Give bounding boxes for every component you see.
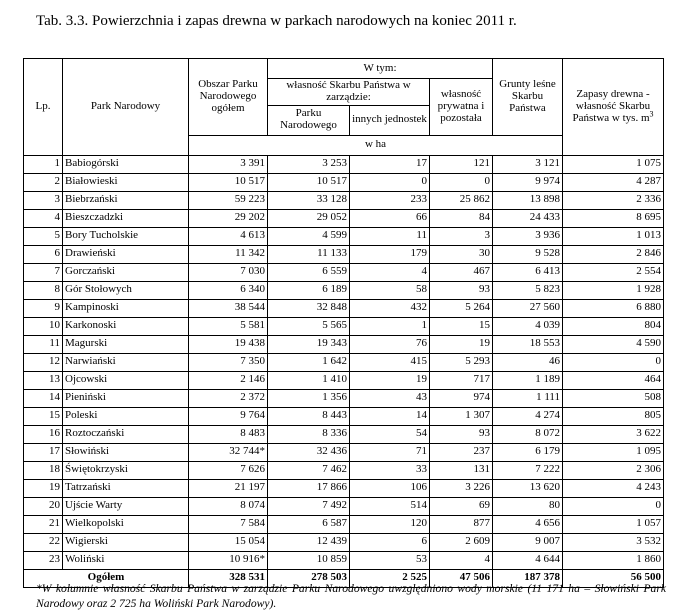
row-park-name: Bieszczadzki [63, 209, 189, 227]
row-value-c1: 32 744* [189, 443, 268, 461]
header-skarb: własność Skarbu Państwa w zarządzie: [268, 79, 430, 106]
row-value-c6: 508 [563, 389, 664, 407]
header-park: Park Narodowy [63, 59, 189, 156]
row-value-c5: 7 222 [493, 461, 563, 479]
row-value-c4: 467 [430, 263, 493, 281]
row-value-c6: 3 532 [563, 533, 664, 551]
row-value-c4: 1 307 [430, 407, 493, 425]
row-value-c3: 53 [350, 551, 430, 569]
row-value-c1: 2 372 [189, 389, 268, 407]
row-lp: 8 [24, 281, 63, 299]
row-park-name: Słowiński [63, 443, 189, 461]
row-park-name: Magurski [63, 335, 189, 353]
table-row [24, 353, 664, 371]
row-park-name: Ojcowski [63, 371, 189, 389]
row-value-c2: 7 462 [268, 461, 350, 479]
row-value-c1: 19 438 [189, 335, 268, 353]
row-value-c6: 0 [563, 353, 664, 371]
row-park-name: Roztoczański [63, 425, 189, 443]
row-value-c5: 4 644 [493, 551, 563, 569]
row-value-c4: 30 [430, 245, 493, 263]
header-zapasy [563, 59, 664, 156]
table-row [24, 281, 664, 299]
row-lp: 15 [24, 407, 63, 425]
row-value-c4: 69 [430, 497, 493, 515]
row-value-c2: 12 439 [268, 533, 350, 551]
total-value-c4: 47 506 [430, 569, 493, 587]
table-row [24, 371, 664, 389]
row-value-c4: 0 [430, 173, 493, 191]
row-lp: 7 [24, 263, 63, 281]
row-value-c3: 14 [350, 407, 430, 425]
row-park-name: Gór Stołowych [63, 281, 189, 299]
table-row [24, 515, 664, 533]
table-row [24, 155, 664, 173]
row-value-c6: 4 590 [563, 335, 664, 353]
table-row [24, 533, 664, 551]
table-row [24, 461, 664, 479]
row-value-c6: 1 095 [563, 443, 664, 461]
row-value-c2: 10 517 [268, 173, 350, 191]
table-row [24, 317, 664, 335]
row-value-c3: 11 [350, 227, 430, 245]
row-value-c5: 6 413 [493, 263, 563, 281]
row-value-c5: 3 936 [493, 227, 563, 245]
table-row [24, 245, 664, 263]
table-row [24, 389, 664, 407]
table-row [24, 335, 664, 353]
row-value-c2: 33 128 [268, 191, 350, 209]
row-value-c2: 7 492 [268, 497, 350, 515]
row-value-c3: 6 [350, 533, 430, 551]
row-lp: 4 [24, 209, 63, 227]
header-grunty: Grunty leśne Skarbu Państwa [493, 59, 563, 136]
row-value-c1: 7 350 [189, 353, 268, 371]
row-value-c4: 93 [430, 425, 493, 443]
row-value-c3: 54 [350, 425, 430, 443]
row-value-c6: 2 846 [563, 245, 664, 263]
row-park-name: Białowieski [63, 173, 189, 191]
row-value-c3: 179 [350, 245, 430, 263]
row-value-c6: 0 [563, 497, 664, 515]
table-row [24, 479, 664, 497]
row-value-c6: 464 [563, 371, 664, 389]
row-park-name: Gorczański [63, 263, 189, 281]
row-value-c1: 21 197 [189, 479, 268, 497]
header-area: Obszar Parku Narodowego ogółem [189, 59, 268, 136]
row-value-c1: 8 483 [189, 425, 268, 443]
table-body [24, 155, 664, 587]
row-value-c3: 19 [350, 371, 430, 389]
row-value-c4: 4 [430, 551, 493, 569]
row-value-c3: 120 [350, 515, 430, 533]
row-park-name: Babiogórski [63, 155, 189, 173]
row-value-c5: 27 560 [493, 299, 563, 317]
row-value-c6: 3 622 [563, 425, 664, 443]
row-lp: 19 [24, 479, 63, 497]
row-lp: 2 [24, 173, 63, 191]
row-park-name: Świętokrzyski [63, 461, 189, 479]
row-value-c2: 6 559 [268, 263, 350, 281]
row-value-c2: 19 343 [268, 335, 350, 353]
row-value-c5: 9 974 [493, 173, 563, 191]
row-value-c4: 237 [430, 443, 493, 461]
row-lp: 23 [24, 551, 63, 569]
row-value-c5: 5 823 [493, 281, 563, 299]
row-value-c5: 9 528 [493, 245, 563, 263]
row-value-c3: 514 [350, 497, 430, 515]
row-value-c3: 66 [350, 209, 430, 227]
header-parku: Parku Narodowego [268, 105, 350, 135]
row-value-c4: 717 [430, 371, 493, 389]
table-row [24, 191, 664, 209]
row-value-c4: 15 [430, 317, 493, 335]
row-park-name: Ujście Warty [63, 497, 189, 515]
row-value-c5: 46 [493, 353, 563, 371]
row-lp: 20 [24, 497, 63, 515]
row-value-c6: 1 057 [563, 515, 664, 533]
row-value-c4: 131 [430, 461, 493, 479]
row-value-c6: 1 928 [563, 281, 664, 299]
row-park-name: Biebrzański [63, 191, 189, 209]
row-value-c2: 8 336 [268, 425, 350, 443]
header-w-tym: W tym: [268, 59, 493, 79]
table-row [24, 263, 664, 281]
row-park-name: Poleski [63, 407, 189, 425]
row-value-c3: 1 [350, 317, 430, 335]
row-lp: 3 [24, 191, 63, 209]
row-value-c5: 3 121 [493, 155, 563, 173]
row-lp: 21 [24, 515, 63, 533]
row-value-c6: 805 [563, 407, 664, 425]
row-value-c5: 6 179 [493, 443, 563, 461]
row-value-c3: 58 [350, 281, 430, 299]
row-value-c1: 59 223 [189, 191, 268, 209]
row-lp: 1 [24, 155, 63, 173]
row-value-c5: 8 072 [493, 425, 563, 443]
row-value-c6: 804 [563, 317, 664, 335]
row-value-c5: 9 007 [493, 533, 563, 551]
row-park-name: Narwiański [63, 353, 189, 371]
row-value-c5: 18 553 [493, 335, 563, 353]
row-value-c3: 432 [350, 299, 430, 317]
row-park-name: Bory Tucholskie [63, 227, 189, 245]
row-value-c4: 877 [430, 515, 493, 533]
row-value-c1: 11 342 [189, 245, 268, 263]
row-lp: 16 [24, 425, 63, 443]
table-row [24, 551, 664, 569]
row-value-c5: 80 [493, 497, 563, 515]
row-lp: 13 [24, 371, 63, 389]
row-value-c3: 4 [350, 263, 430, 281]
row-value-c3: 17 [350, 155, 430, 173]
row-value-c1: 10 517 [189, 173, 268, 191]
row-value-c1: 29 202 [189, 209, 268, 227]
row-value-c2: 1 356 [268, 389, 350, 407]
row-value-c1: 7 626 [189, 461, 268, 479]
row-value-c6: 1 860 [563, 551, 664, 569]
row-lp: 6 [24, 245, 63, 263]
row-value-c1: 2 146 [189, 371, 268, 389]
row-value-c4: 974 [430, 389, 493, 407]
row-value-c3: 106 [350, 479, 430, 497]
row-value-c6: 1 013 [563, 227, 664, 245]
row-lp: 5 [24, 227, 63, 245]
row-value-c3: 43 [350, 389, 430, 407]
row-value-c3: 33 [350, 461, 430, 479]
row-value-c4: 25 862 [430, 191, 493, 209]
row-lp: 14 [24, 389, 63, 407]
row-value-c6: 2 306 [563, 461, 664, 479]
table-row [24, 227, 664, 245]
row-value-c5: 13 620 [493, 479, 563, 497]
row-value-c4: 121 [430, 155, 493, 173]
parks-table [23, 58, 664, 588]
row-value-c2: 32 848 [268, 299, 350, 317]
row-value-c4: 93 [430, 281, 493, 299]
row-value-c6: 8 695 [563, 209, 664, 227]
row-value-c2: 11 133 [268, 245, 350, 263]
row-park-name: Drawieński [63, 245, 189, 263]
total-value-c2: 278 503 [268, 569, 350, 587]
table-row [24, 497, 664, 515]
row-value-c3: 76 [350, 335, 430, 353]
row-value-c5: 4 656 [493, 515, 563, 533]
row-park-name: Wigierski [63, 533, 189, 551]
row-value-c5: 1 189 [493, 371, 563, 389]
table-row [24, 173, 664, 191]
header-lp: Lp. [24, 59, 63, 156]
row-value-c1: 4 613 [189, 227, 268, 245]
total-value-c3: 2 525 [350, 569, 430, 587]
total-value-c5: 187 378 [493, 569, 563, 587]
row-park-name: Tatrzański [63, 479, 189, 497]
row-value-c2: 17 866 [268, 479, 350, 497]
row-value-c6: 4 287 [563, 173, 664, 191]
row-value-c6: 2 554 [563, 263, 664, 281]
row-lp: 17 [24, 443, 63, 461]
row-value-c2: 3 253 [268, 155, 350, 173]
table-row [24, 209, 664, 227]
table-row [24, 443, 664, 461]
row-value-c4: 2 609 [430, 533, 493, 551]
row-value-c6: 1 075 [563, 155, 664, 173]
row-park-name: Pieniński [63, 389, 189, 407]
row-value-c2: 4 599 [268, 227, 350, 245]
row-value-c2: 5 565 [268, 317, 350, 335]
row-value-c5: 24 433 [493, 209, 563, 227]
total-value-c6: 56 500 [563, 569, 664, 587]
row-park-name: Karkonoski [63, 317, 189, 335]
table-row [24, 407, 664, 425]
row-value-c5: 13 898 [493, 191, 563, 209]
header-unit: w ha [189, 135, 563, 155]
row-value-c4: 3 [430, 227, 493, 245]
row-value-c4: 5 293 [430, 353, 493, 371]
row-lp: 10 [24, 317, 63, 335]
row-park-name: Kampinoski [63, 299, 189, 317]
row-value-c1: 38 544 [189, 299, 268, 317]
row-park-name: Wielkopolski [63, 515, 189, 533]
row-value-c2: 10 859 [268, 551, 350, 569]
row-value-c4: 5 264 [430, 299, 493, 317]
row-value-c5: 1 111 [493, 389, 563, 407]
row-lp: 12 [24, 353, 63, 371]
total-label: Ogółem [24, 569, 189, 587]
row-value-c2: 6 587 [268, 515, 350, 533]
row-value-c4: 3 226 [430, 479, 493, 497]
table-title: Tab. 3.3. Powierzchnia i zapas drewna w parkach narodowych na koniec 2011 r. [36, 13, 517, 29]
header-zapasy-text: Zapasy drewna - własność Skarbu Państwa w tys. m [572, 88, 651, 124]
header-prywatna: własność prywatna i pozostała [430, 79, 493, 136]
row-value-c2: 8 443 [268, 407, 350, 425]
total-value-c1: 328 531 [189, 569, 268, 587]
row-value-c4: 84 [430, 209, 493, 227]
row-value-c3: 233 [350, 191, 430, 209]
row-value-c3: 0 [350, 173, 430, 191]
row-value-c2: 1 410 [268, 371, 350, 389]
footnote: *W kolumnie własność Skarbu Państwa w zarządzie Parku Narodowego uwzględniono wody morskie (11 171 ha – Słowiński Park Narodowy oraz 2 725 ha Woliński Park Narodowy). [36, 582, 666, 610]
row-value-c2: 1 642 [268, 353, 350, 371]
row-lp: 18 [24, 461, 63, 479]
row-value-c1: 5 581 [189, 317, 268, 335]
row-value-c1: 8 074 [189, 497, 268, 515]
row-value-c2: 29 052 [268, 209, 350, 227]
row-value-c4: 19 [430, 335, 493, 353]
row-value-c5: 4 039 [493, 317, 563, 335]
row-value-c1: 6 340 [189, 281, 268, 299]
row-value-c1: 7 584 [189, 515, 268, 533]
row-value-c1: 15 054 [189, 533, 268, 551]
row-value-c1: 3 391 [189, 155, 268, 173]
row-value-c5: 4 274 [493, 407, 563, 425]
row-lp: 22 [24, 533, 63, 551]
row-value-c2: 32 436 [268, 443, 350, 461]
row-value-c2: 6 189 [268, 281, 350, 299]
table-row [24, 299, 664, 317]
row-value-c6: 2 336 [563, 191, 664, 209]
row-lp: 11 [24, 335, 63, 353]
header-innych: innych jednostek [350, 105, 430, 135]
row-value-c3: 71 [350, 443, 430, 461]
row-value-c1: 9 764 [189, 407, 268, 425]
row-value-c6: 4 243 [563, 479, 664, 497]
row-lp: 9 [24, 299, 63, 317]
row-park-name: Woliński [63, 551, 189, 569]
header-zapasy-sup: 3 [649, 109, 654, 119]
row-value-c6: 6 880 [563, 299, 664, 317]
row-value-c3: 415 [350, 353, 430, 371]
table-row [24, 425, 664, 443]
row-value-c1: 7 030 [189, 263, 268, 281]
row-value-c1: 10 916* [189, 551, 268, 569]
